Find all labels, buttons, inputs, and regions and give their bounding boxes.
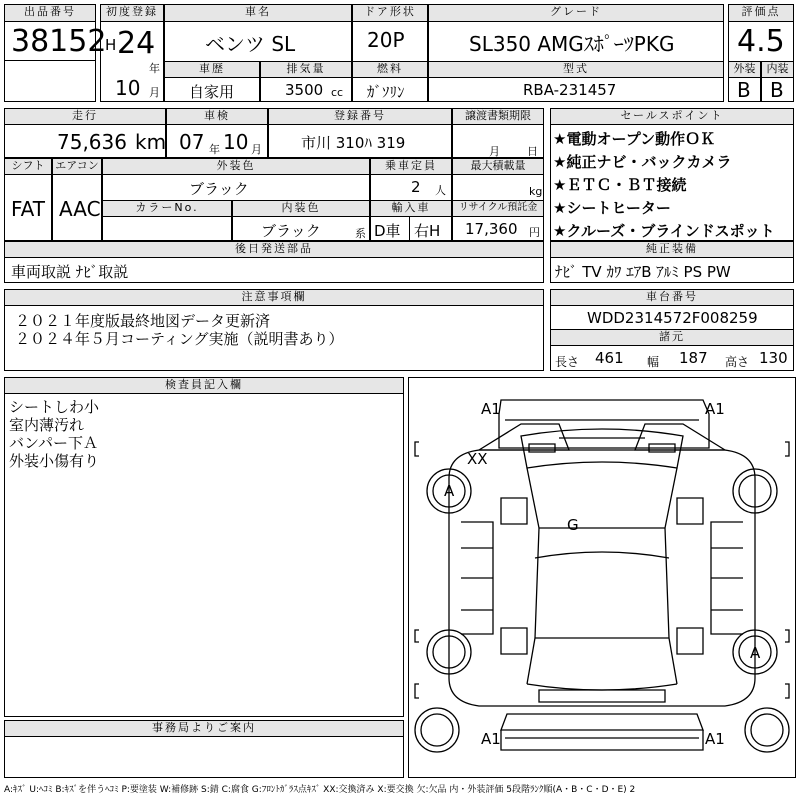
notes-cell bbox=[4, 305, 544, 371]
vin: WDD2314572F008259 bbox=[587, 309, 758, 327]
ac: AAC bbox=[59, 197, 101, 221]
shift-label: シフト bbox=[4, 158, 52, 175]
score-label: 評価点 bbox=[728, 4, 794, 22]
later-label: 後日発送部品 bbox=[4, 241, 544, 258]
era: H bbox=[105, 36, 117, 54]
mark-a1-bottom-right: A1 bbox=[705, 730, 725, 748]
length: 461 bbox=[595, 349, 624, 367]
door-label: ドア形状 bbox=[352, 4, 428, 22]
height-label: 高さ bbox=[725, 355, 750, 369]
lot-label: 出品番号 bbox=[4, 4, 96, 22]
ext-grade: B bbox=[737, 78, 751, 102]
capacity-label: 乗車定員 bbox=[370, 158, 452, 175]
mileage-unit: km bbox=[135, 130, 167, 154]
recycle: 17,360 bbox=[465, 220, 518, 238]
lot-cell bbox=[4, 21, 107, 61]
reg-year: 24 bbox=[117, 26, 156, 61]
inspector-line: 室内薄汚れ bbox=[9, 416, 85, 434]
plate-label: 登録番号 bbox=[268, 108, 452, 125]
office-label: 事務局よりご案内 bbox=[4, 720, 404, 737]
sales-point: ★クルーズ・ブラインドスポット bbox=[553, 222, 775, 240]
int-color-cell bbox=[232, 216, 370, 241]
width: 187 bbox=[679, 349, 708, 367]
max-load-unit: kg bbox=[529, 185, 543, 198]
import-d: D車 bbox=[374, 222, 401, 240]
transfer-day: 日 bbox=[527, 145, 538, 158]
color-no-cell bbox=[102, 216, 232, 241]
score-cell bbox=[728, 21, 794, 62]
plate-cell bbox=[268, 124, 452, 158]
sales-point: ★シートヒーター bbox=[553, 199, 671, 217]
inspector-line: シートしわ小 bbox=[9, 398, 100, 416]
mark-a1-top-right: A1 bbox=[705, 400, 725, 418]
insp-year: 07 bbox=[179, 130, 205, 154]
displacement-unit: cc bbox=[331, 86, 344, 99]
inspector-label: 検査員記入欄 bbox=[4, 377, 404, 394]
inspector-line: バンパー下Ａ bbox=[9, 434, 98, 452]
transfer-month: 月 bbox=[489, 145, 500, 158]
transfer-cell bbox=[452, 124, 544, 158]
chassis-label: 車台番号 bbox=[550, 289, 794, 306]
model-cell bbox=[428, 77, 724, 102]
note-line: ２０２４年５月コーティング実施（説明書あり） bbox=[15, 330, 344, 348]
grade-cell bbox=[428, 21, 724, 62]
shift: FAT bbox=[11, 197, 46, 221]
car-name: ベンツ SL bbox=[205, 32, 296, 56]
first-reg-cell bbox=[100, 21, 164, 102]
ext-grade-cell bbox=[728, 77, 761, 102]
score: 4.5 bbox=[737, 24, 785, 59]
car-name-label: 車名 bbox=[164, 4, 352, 22]
int-grade: B bbox=[770, 78, 784, 102]
mileage: 75,636 bbox=[57, 130, 127, 154]
recycle-cell bbox=[452, 216, 544, 241]
mark-a1-top-left: A1 bbox=[481, 400, 501, 418]
mark-a1-bottom-left: A1 bbox=[481, 730, 501, 748]
mark-a-right: A bbox=[750, 644, 761, 662]
int-color-suffix: 系 bbox=[355, 227, 366, 240]
transfer-label: 譲渡書類期限 bbox=[452, 108, 544, 125]
year-unit: 年 bbox=[149, 62, 160, 75]
displacement: 3500 bbox=[285, 81, 324, 99]
max-load-cell bbox=[452, 174, 544, 201]
inspection-cell bbox=[166, 124, 268, 158]
int-grade-cell bbox=[761, 77, 794, 102]
ac-label: エアコン bbox=[52, 158, 102, 175]
door-cell bbox=[352, 21, 428, 62]
reg-month: 10 bbox=[115, 76, 141, 100]
displacement-cell bbox=[260, 77, 352, 102]
import-d-cell bbox=[370, 216, 410, 241]
int-color: ブラック bbox=[261, 222, 321, 240]
max-load-label: 最大積載量 bbox=[452, 158, 544, 175]
import-h: 右H bbox=[414, 222, 441, 240]
door-type: 20P bbox=[367, 28, 405, 52]
recycle-unit: 円 bbox=[529, 226, 540, 239]
insp-month-unit: 月 bbox=[251, 143, 262, 156]
ext-color-cell bbox=[102, 174, 370, 201]
fuel: ｶﾞｿﾘﾝ bbox=[367, 83, 405, 101]
inspector-line: 外装小傷有り bbox=[9, 452, 100, 470]
width-label: 幅 bbox=[647, 355, 660, 369]
model-label: 型式 bbox=[428, 61, 724, 78]
lot-number: 38152 bbox=[11, 24, 107, 59]
dims-label: 諸元 bbox=[550, 329, 794, 346]
fuel-label: 燃料 bbox=[352, 61, 428, 78]
month-unit: 月 bbox=[149, 86, 160, 99]
equipment: ﾅﾋﾞ TV ｶﾜ ｴｱB ｱﾙﾐ PS PW bbox=[555, 263, 731, 281]
model: RBA-231457 bbox=[523, 81, 617, 99]
grade-label: グレード bbox=[428, 4, 724, 22]
ext-color: ブラック bbox=[189, 180, 249, 198]
note-line: ２０２１年度版最終地図データ更新済 bbox=[15, 312, 271, 330]
lot-blank bbox=[4, 60, 96, 102]
capacity: 2 bbox=[411, 178, 421, 196]
fuel-cell bbox=[352, 77, 428, 102]
sales-point: ★電動オープン動作ＯＫ bbox=[553, 130, 716, 148]
capacity-unit: 人 bbox=[435, 184, 446, 197]
color-no-label: カラーNo. bbox=[102, 200, 232, 217]
history-label: 車歴 bbox=[164, 61, 260, 78]
int-label: 内装 bbox=[761, 61, 794, 78]
ext-label: 外装 bbox=[728, 61, 761, 78]
chassis-cell bbox=[550, 305, 794, 330]
insp-year-unit: 年 bbox=[209, 143, 220, 156]
legend: A:ｷｽﾞ U:ﾍｺﾐ B:ｷｽﾞを伴うﾍｺﾐ P:要塗装 W:補修跡 S:錆 C:腐食 G:ﾌﾛﾝﾄｶﾞﾗｽ点ｷｽﾞ XX:交換済み X:要交換 欠:欠品 内・外装評価 5段階ﾗﾝｸ順(A・B・C・D・E) 2 bbox=[4, 785, 636, 795]
equip-label: 純正装備 bbox=[550, 241, 794, 258]
sales-label: セールスポイント bbox=[550, 108, 794, 125]
notes-label: 注意事項欄 bbox=[4, 289, 544, 306]
equip-cell bbox=[550, 257, 794, 283]
later-cell bbox=[4, 257, 544, 283]
car-diagram bbox=[408, 377, 796, 778]
capacity-cell bbox=[370, 174, 452, 201]
mark-a-left: A bbox=[444, 482, 455, 500]
insp-month: 10 bbox=[223, 130, 249, 154]
length-label: 長さ bbox=[555, 355, 580, 369]
grade: SL350 AMGｽﾎﾟｰﾂPKG bbox=[469, 32, 675, 56]
first-reg-label: 初度登録 bbox=[100, 4, 164, 22]
import-h-cell bbox=[409, 216, 452, 241]
sales-point: ★ＥＴＣ・ＢＴ接続 bbox=[553, 176, 687, 194]
car-diagram-svg bbox=[409, 378, 795, 777]
history-cell bbox=[164, 77, 260, 102]
car-name-cell bbox=[164, 21, 352, 62]
mileage-label: 走行 bbox=[4, 108, 166, 125]
mark-xx: XX bbox=[467, 450, 488, 468]
mark-g: G bbox=[567, 516, 579, 534]
ac-cell bbox=[52, 174, 102, 241]
dims-cell bbox=[550, 345, 794, 371]
inspection-label: 車検 bbox=[166, 108, 268, 125]
displacement-label: 排気量 bbox=[260, 61, 352, 78]
shift-cell bbox=[4, 174, 52, 241]
plate: 市川 310ﾊ 319 bbox=[301, 134, 406, 152]
sales-cell bbox=[550, 124, 794, 241]
history: 自家用 bbox=[189, 83, 235, 101]
inspector-cell bbox=[4, 393, 404, 717]
sales-point: ★純正ナビ・バックカメラ bbox=[553, 153, 732, 171]
recycle-label: リサイクル預託金 bbox=[452, 200, 544, 217]
ext-color-label: 外装色 bbox=[102, 158, 370, 175]
later-parts: 車両取説 ﾅﾋﾞ取説 bbox=[11, 263, 129, 281]
import-label: 輸入車 bbox=[370, 200, 452, 217]
mileage-cell bbox=[4, 124, 166, 158]
height: 130 bbox=[759, 349, 788, 367]
int-color-label: 内装色 bbox=[232, 200, 370, 217]
office-cell bbox=[4, 736, 404, 778]
